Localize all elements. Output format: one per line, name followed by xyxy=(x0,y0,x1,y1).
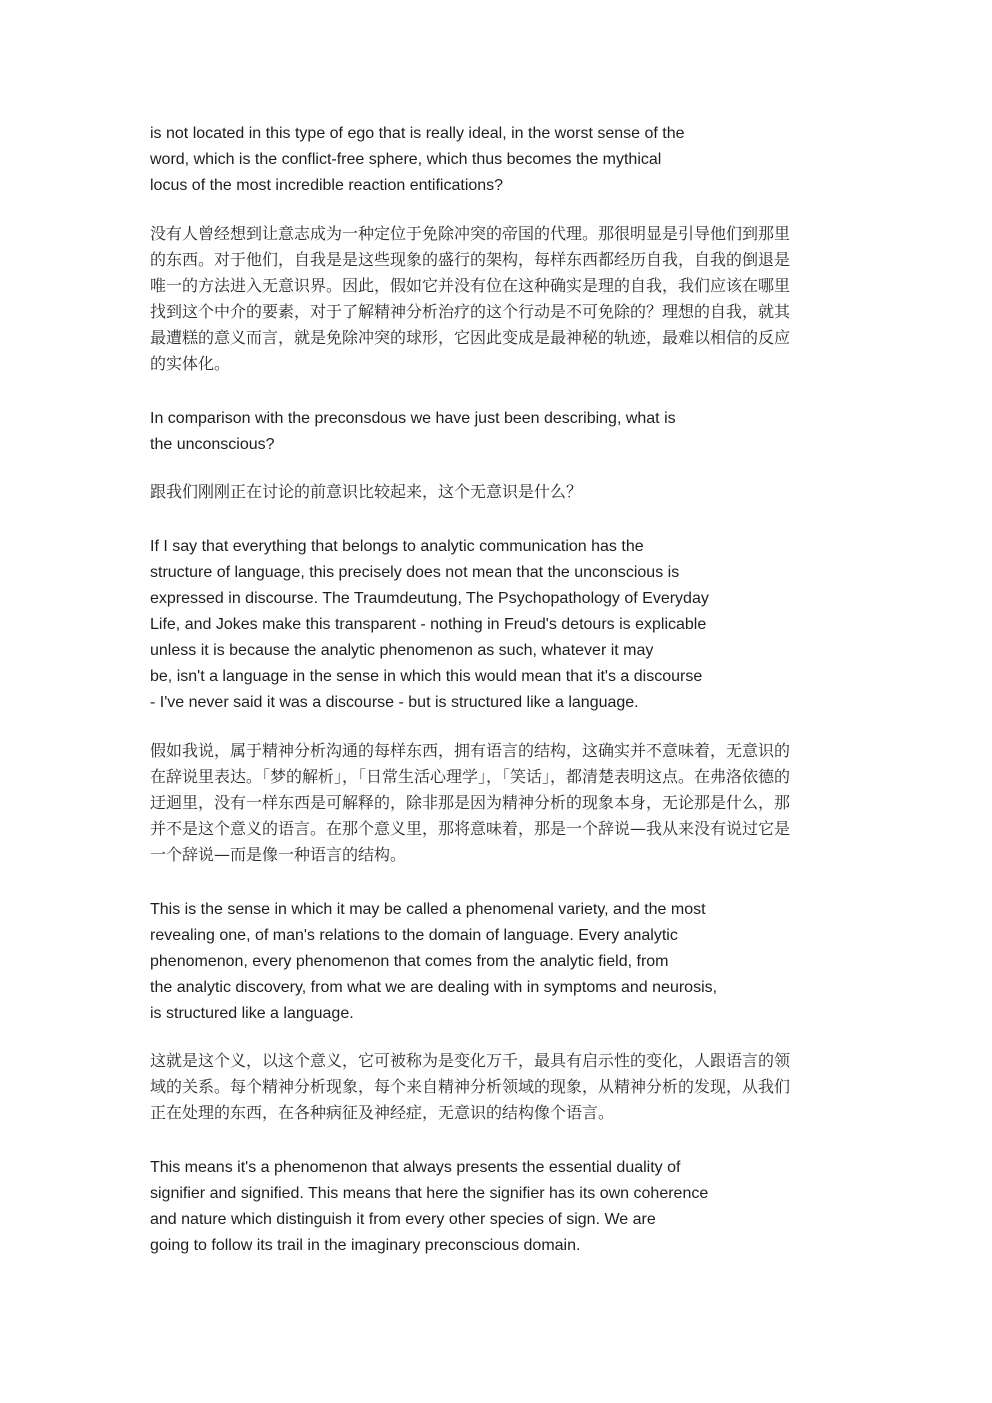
chinese-paragraph-1: 没有人曾经想到让意志成为一种定位于免除冲突的帝国的代理。那很明显是引导他们到那里 的东西。对于他们，自我是是这些现象的盛行的架构，每样东西都经历自我，自我的倒退是 唯一的方法进入无意识界。因此，假如它并没有位在这种确实是理的自我，我们应该在哪里 找到这个中介的要素，对于了解精神分析治疗的这个行动是不可免除的？理想的自我，就其 最遭糕的意义而言，就是免除冲突的球形，它因此变成是最神秘的轨迹，最难以相信的反应 的实体化。 xyxy=(150,224,791,373)
chinese-paragraph-3: 假如我说，属于精神分析沟通的每样东西，拥有语言的结构，这确实并不意味着，无意识的 在辞说里表达。「梦的解析」，「日常生活心理学」，「笑话」，都清楚表明这点。在弗洛依德的 迂迴里，没有一样东西是可解释的，除非那是因为精神分析的现象本身，无论那是什么，那 并不是这个意义的语言。在那个意义里，那将意味着，那是一个辞说—我从来没有说过它是 一个辞说—而是像一种语言的结构。 xyxy=(150,741,791,864)
chinese-paragraph-4: 这就是这个义，以这个意义，它可被称为是变化万千，最具有启示性的变化，人跟语言的领 域的关系。每个精神分析现象，每个来自精神分析领域的现象，从精神分析的发现，从我们 正在处理的东西，在各种病征及神经症，无意识的结构像个语言。 xyxy=(150,1051,791,1122)
document-page xyxy=(150,121,850,1259)
english-paragraph-4: This is the sense in which it may be called a phenomenal variety, and the most revealing one, of man's relations to the domain of language. Every analytic phenomenon, every phenomenon that comes from the analytic field, from the analytic discovery, from what we are dealing with in symptoms and neurosis, is structured like a language. xyxy=(150,901,718,1022)
chinese-paragraph-2: 跟我们刚刚正在讨论的前意识比较起来，这个无意识是什么？ xyxy=(150,482,583,501)
english-paragraph-5: This means it's a phenomenon that always presents the essential duality of signifier and signified. This means that here the signifier has its own coherence and nature which distinguish it from every other species of sign. We are going to follow its trail in the imaginary preconscious domain. xyxy=(150,1159,709,1254)
english-paragraph-2: In comparison with the preconsdous we have just been describing, what is the unconscious? xyxy=(150,410,676,453)
english-paragraph-1: is not located in this type of ego that is really ideal, in the worst sense of the word, which is the conflict-free sphere, which thus becomes the mythical locus of the most incredible reaction entifications? xyxy=(150,125,685,194)
english-paragraph-3: If I say that everything that belongs to analytic communication has the structure of language, this precisely does not mean that the unconscious is expressed in discourse. The Traumdeutung, The Psychopathology of Everyday Life, and Jokes make this transparent - nothing in Freud's detours is explicable unless it is because the analytic phenomenon as such, whatever it may be, isn't a language in the sense in which this would mean that it's a discourse - I've never said it was a discourse - but is structured like a language. xyxy=(150,538,709,711)
